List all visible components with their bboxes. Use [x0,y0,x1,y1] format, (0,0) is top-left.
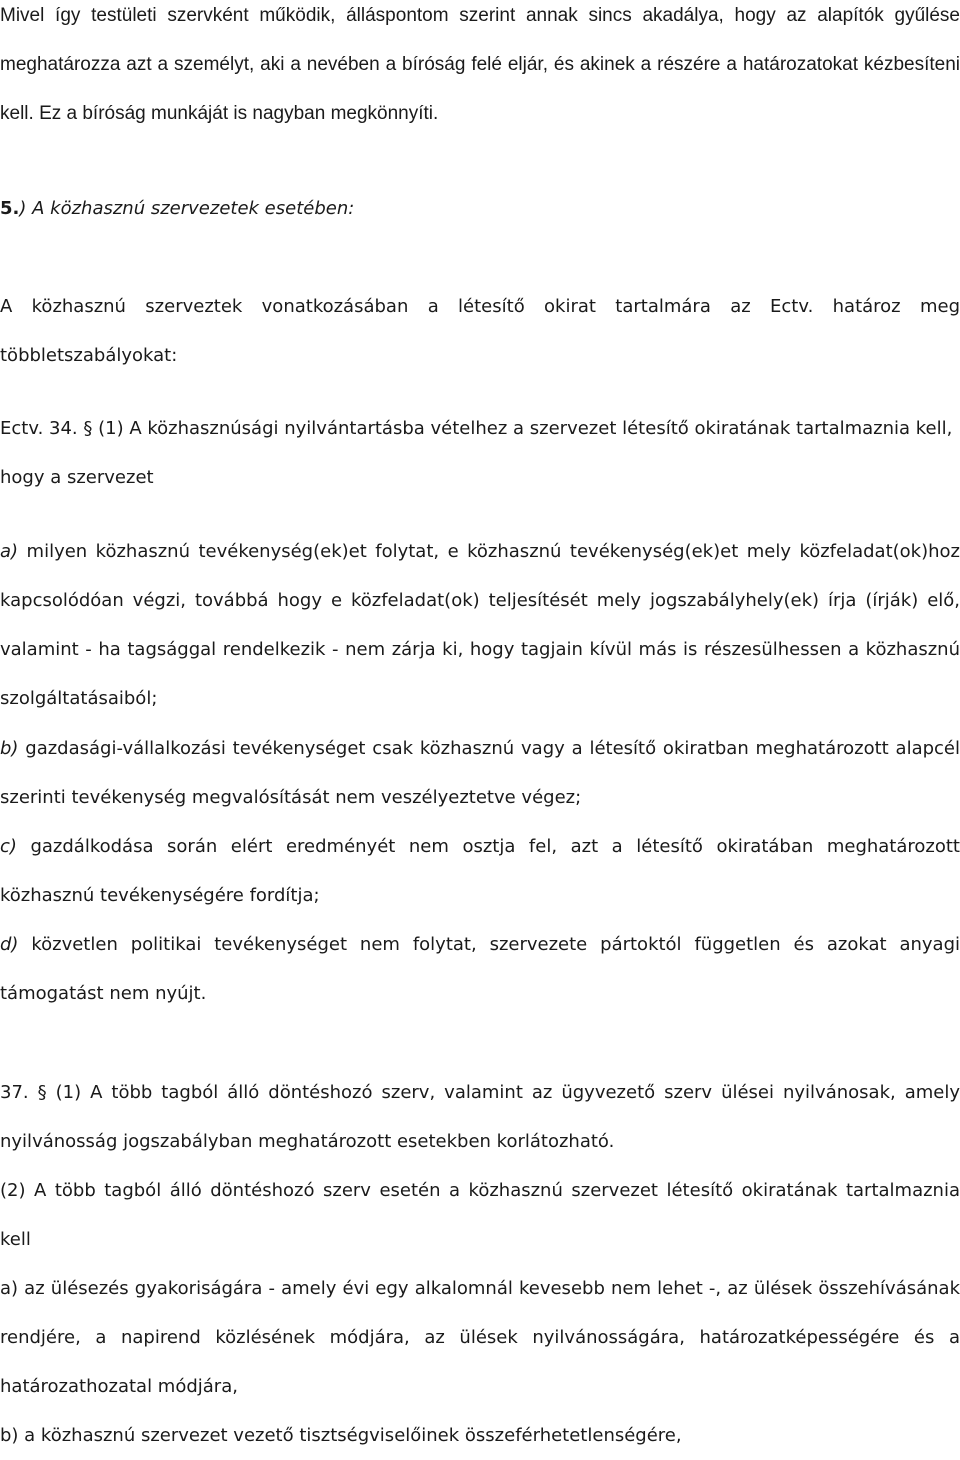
section-5-heading [0,184,960,233]
item-a-text: milyen közhasznú tevékenység(ek)et folytat, e közhasznú tevékenység(ek)et mely közfeladat(ok)hoz kapcsolódóan végzi, továbbá hogy e közfeladat(ok) teljesítését mely jogszabályhely(ek) írja (írják) elő, valamint - ha tagsággal rendelkezik - nem zárja ki, hogy tagjain kívül más is részesülhessen a közhasznú szolgáltatásaiból; [0,541,960,709]
item-c-text: gazdálkodása során elért eredményét nem osztja fel, azt a létesítő okiratában meghatározott közhasznú tevékenységére fordítja; [0,836,960,906]
section-37-item-a [0,1264,960,1411]
item-b-marker: b) [0,738,19,759]
ectv-34-item-c [0,822,960,920]
ectv-34-intro [0,404,960,502]
section-5-title: ) A közhasznú szervezetek esetében: [19,198,355,219]
intro-text: Mivel így testületi szervként működik, álláspontom szerint annak sincs akadálya, hogy az alapítók gyűlése meghatározza azt a személyt, aki a nevében a bíróság felé eljár, és akinek a részére a határozatokat kézbesíteni kell. Ez a bíróság munkáját is nagyban megkönnyíti. [0,5,960,124]
ectv-34-item-a [0,527,960,723]
public-benefit-text: A közhasznú szerveztek vonatkozásában a létesítő okirat tartalmára az Ectv. határoz meg többletszabályokat: [0,296,960,366]
section-37-item-a-text: a) az ülésezés gyakoriságára - amely évi egy alkalomnál kevesebb nem lehet -, az ülések összehívásának rendjére, a napirend közlésének módjára, az ülések nyilvánosságára, határozatképességére és a határozathozatal módjára, [0,1278,960,1397]
ectv-34-item-d [0,920,960,1018]
item-c-marker: c) [0,836,17,857]
ectv-34-intro-text: Ectv. 34. § (1) A közhasznúsági nyilvántartásba vételhez a szervezet létesítő okiratának tartalmaznia kell, hogy a szervezet [0,418,953,488]
section-37-paragraph-2 [0,1166,960,1264]
section-5-number: 5. [0,198,20,219]
item-b-text: gazdasági-vállalkozási tevékenységet csak közhasznú vagy a létesítő okiratban meghatározott alapcél szerinti tevékenység megvalósítását nem veszélyeztetve végez; [0,738,960,808]
item-d-text: közvetlen politikai tevékenységet nem folytat, szervezete pártoktól független és azokat anyagi támogatást nem nyújt. [0,934,960,1004]
intro-paragraph [0,0,960,138]
section-37-item-b [0,1411,960,1460]
section-37-p2-text: (2) A több tagból álló döntéshozó szerv esetén a közhasznú szervezet létesítő okiratának tartalmaznia kell [0,1180,960,1250]
section-37-p1-text: 37. § (1) A több tagból álló döntéshozó szerv, valamint az ügyvezető szerv ülései nyilvánosak, amely nyilvánosság jogszabályban meghatározott esetekben korlátozható. [0,1082,960,1152]
section-37-item-b-text: b) a közhasznú szervezet vezető tisztségviselőinek összeférhetetlenségére, [0,1425,682,1446]
item-d-marker: d) [0,934,19,955]
item-a-marker: a) [0,541,19,562]
ectv-34-item-b [0,724,960,822]
section-37-paragraph-1 [0,1068,960,1166]
public-benefit-paragraph [0,282,960,380]
